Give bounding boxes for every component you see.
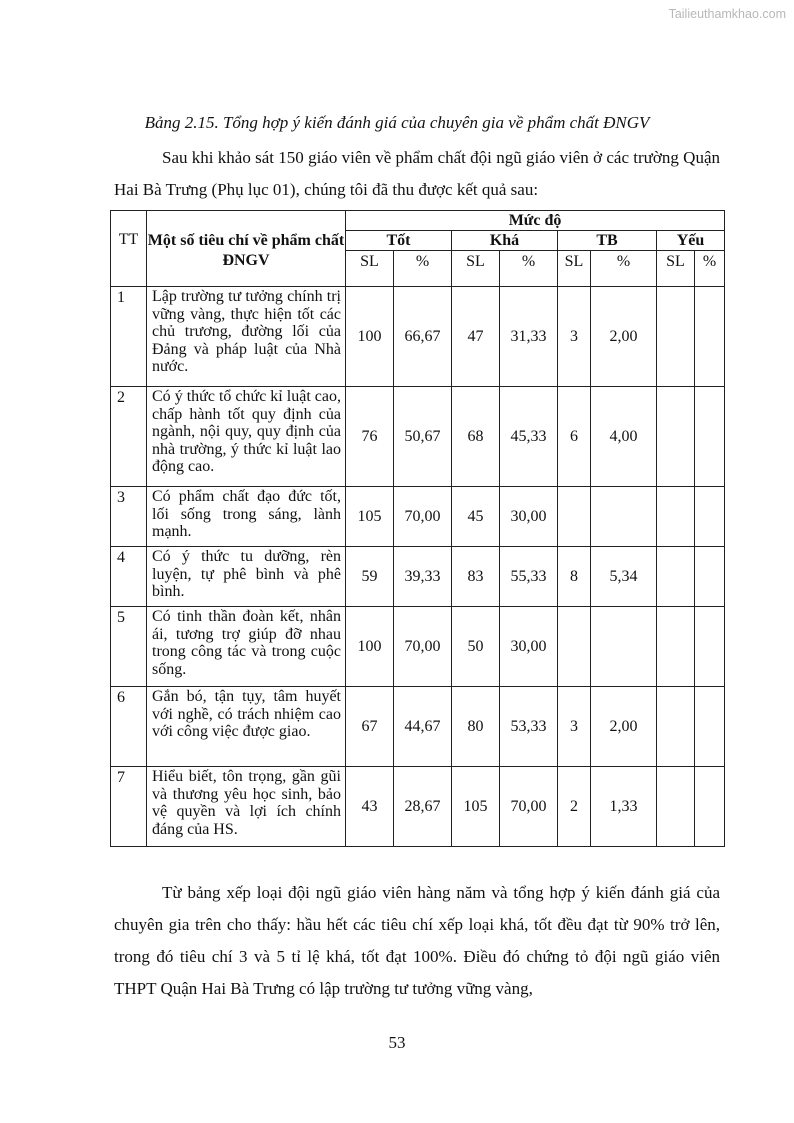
criteria-text: Có phẩm chất đạo đức tốt, lối sống trong sáng, lành mạnh.	[147, 487, 346, 547]
weak-percent	[695, 767, 725, 847]
good-count: 67	[346, 687, 394, 767]
table-row	[111, 767, 725, 847]
header-level: Mức độ	[346, 211, 725, 231]
header-pct: %	[591, 251, 657, 287]
table-row	[111, 687, 725, 767]
average-percent: 2,00	[591, 287, 657, 387]
average-count: 8	[558, 547, 591, 607]
weak-count	[657, 387, 695, 487]
weak-count	[657, 767, 695, 847]
average-percent: 5,34	[591, 547, 657, 607]
weak-count	[657, 487, 695, 547]
header-sl: SL	[346, 251, 394, 287]
header-good: Tốt	[346, 231, 452, 251]
criteria-text: Có ý thức tu dưỡng, rèn luyện, tự phê bình và phê bình.	[147, 547, 346, 607]
good-percent: 70,00	[394, 487, 452, 547]
header-pct: %	[394, 251, 452, 287]
weak-percent	[695, 547, 725, 607]
table-row	[111, 387, 725, 487]
good-count: 100	[346, 287, 394, 387]
fair-percent: 70,00	[500, 767, 558, 847]
header-criteria: Một số tiêu chí về phẩm chất ĐNGV	[147, 211, 346, 287]
weak-percent	[695, 687, 725, 767]
average-count	[558, 607, 591, 687]
header-average: TB	[558, 231, 657, 251]
good-count: 105	[346, 487, 394, 547]
row-number: 7	[111, 767, 147, 847]
criteria-text: Hiểu biết, tôn trọng, gần gũi và thương yêu học sinh, bảo vệ quyền và lợi ích chính đáng của HS.	[147, 767, 346, 847]
good-count: 43	[346, 767, 394, 847]
survey-table	[110, 210, 725, 847]
weak-count	[657, 687, 695, 767]
row-number: 1	[111, 287, 147, 387]
row-number: 3	[111, 487, 147, 547]
criteria-text: Có ý thức tổ chức kỉ luật cao, chấp hành tốt quy định của ngành, nội quy, quy định của nhà trường, ý thức kỉ luật lao động cao.	[147, 387, 346, 487]
fair-percent: 30,00	[500, 487, 558, 547]
fair-percent: 55,33	[500, 547, 558, 607]
average-count	[558, 487, 591, 547]
average-count: 3	[558, 687, 591, 767]
fair-count: 47	[452, 287, 500, 387]
table-caption: Bảng 2.15. Tổng hợp ý kiến đánh giá của chuyên gia về phẩm chất ĐNGV	[144, 113, 650, 132]
good-percent: 44,67	[394, 687, 452, 767]
fair-count: 105	[452, 767, 500, 847]
weak-count	[657, 547, 695, 607]
weak-percent	[695, 287, 725, 387]
good-count: 59	[346, 547, 394, 607]
fair-count: 50	[452, 607, 500, 687]
fair-percent: 53,33	[500, 687, 558, 767]
intro-paragraph: Sau khi khảo sát 150 giáo viên về phẩm chất đội ngũ giáo viên ở các trường Quận Hai Bà Trưng (Phụ lục 01), chúng tôi đã thu được kết quả sau:	[114, 148, 720, 199]
watermark: Tailieuthamkhao.com	[668, 7, 786, 21]
row-number: 4	[111, 547, 147, 607]
fair-count: 68	[452, 387, 500, 487]
good-count: 76	[346, 387, 394, 487]
fair-percent: 31,33	[500, 287, 558, 387]
criteria-text: Có tinh thần đoàn kết, nhân ái, tương trợ giúp đỡ nhau trong công tác và trong cuộc sống.	[147, 607, 346, 687]
row-number: 2	[111, 387, 147, 487]
good-percent: 66,67	[394, 287, 452, 387]
table-row	[111, 607, 725, 687]
criteria-text: Lập trường tư tưởng chính trị vững vàng, thực hiện tốt các chủ trương, đường lối của Đảng và pháp luật của Nhà nước.	[147, 287, 346, 387]
good-percent: 28,67	[394, 767, 452, 847]
average-count: 2	[558, 767, 591, 847]
table-row	[111, 487, 725, 547]
header-sl: SL	[452, 251, 500, 287]
average-percent	[591, 487, 657, 547]
table-row	[111, 287, 725, 387]
weak-percent	[695, 387, 725, 487]
fair-percent: 30,00	[500, 607, 558, 687]
good-percent: 39,33	[394, 547, 452, 607]
average-percent	[591, 607, 657, 687]
header-weak: Yếu	[657, 231, 725, 251]
good-percent: 70,00	[394, 607, 452, 687]
fair-count: 83	[452, 547, 500, 607]
fair-percent: 45,33	[500, 387, 558, 487]
header-pct: %	[695, 251, 725, 287]
fair-count: 45	[452, 487, 500, 547]
average-count: 3	[558, 287, 591, 387]
weak-percent	[695, 607, 725, 687]
average-percent: 1,33	[591, 767, 657, 847]
good-percent: 50,67	[394, 387, 452, 487]
table-row	[111, 547, 725, 607]
weak-count	[657, 607, 695, 687]
header-pct: %	[500, 251, 558, 287]
row-number: 6	[111, 687, 147, 767]
average-percent: 4,00	[591, 387, 657, 487]
header-sl: SL	[558, 251, 591, 287]
average-count: 6	[558, 387, 591, 487]
body-paragraph: Từ bảng xếp loại đội ngũ giáo viên hàng năm và tổng hợp ý kiến đánh giá của chuyên gia trên cho thấy: hầu hết các tiêu chí xếp loại khá, tốt đều đạt từ 90% trở lên, trong đó tiêu chí 3 và 5 tỉ lệ khá, tốt đạt 100%. Điều đó chứng tỏ đội ngũ giáo viên THPT Quận Hai Bà Trưng có lập trường tư tưởng vững vàng,	[114, 883, 720, 998]
row-number: 5	[111, 607, 147, 687]
weak-percent	[695, 487, 725, 547]
good-count: 100	[346, 607, 394, 687]
average-percent: 2,00	[591, 687, 657, 767]
criteria-text: Gắn bó, tận tụy, tâm huyết với nghề, có trách nhiệm cao với công việc được giao.	[147, 687, 346, 767]
header-tt: TT	[111, 211, 147, 287]
fair-count: 80	[452, 687, 500, 767]
weak-count	[657, 287, 695, 387]
header-sl: SL	[657, 251, 695, 287]
header-fair: Khá	[452, 231, 558, 251]
page-number: 53	[388, 1033, 406, 1052]
